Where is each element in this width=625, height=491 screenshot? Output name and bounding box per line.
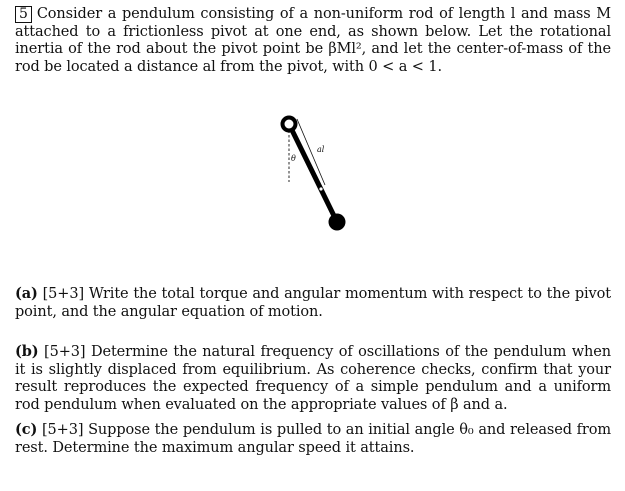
part-b — [15, 343, 611, 414]
end-mass — [329, 214, 346, 231]
center-of-mass-marker — [319, 187, 322, 190]
part-c-points: [5+3] — [41, 422, 84, 438]
part-b-label: (b) — [15, 343, 39, 360]
part-a-text: Write the total torque and angular momentum with respect to the pivot point, and the angular equation of motion. — [15, 286, 611, 320]
distance-label: al — [317, 145, 325, 154]
problem-statement — [15, 6, 611, 76]
part-a — [15, 285, 611, 321]
part-c-label: (c) — [15, 421, 38, 438]
problem-number: 5 — [15, 6, 32, 23]
part-b-text: Determine the natural frequency of oscillations of the pendulum when it is slightly displaced from equilibrium. As coherence checks, confirm that your result reproduces the expected frequency of a simple pendulum and a uniform rod pendulum when evaluated on the appropriate values of β and a. — [15, 344, 612, 413]
part-a-points: [5+3] — [42, 286, 85, 302]
problem-intro-text: Consider a pendulum consisting of a non-uniform rod of length l and mass M attached to a frictionless pivot at one end, as shown below. Let the rotational inertia of the rod about the pivot point be βMl², and let the center-of-mass of the rod be located a distance al from the pivot, with 0 < a < 1. — [15, 6, 611, 75]
angle-label: θ — [291, 154, 296, 163]
part-b-points: [5+3] — [44, 344, 86, 360]
pendulum-rod — [289, 124, 337, 222]
part-a-label: (a) — [15, 285, 38, 302]
pivot — [283, 118, 296, 131]
part-c — [15, 421, 611, 457]
part-c-text: Suppose the pendulum is pulled to an initial angle θ₀ and released from rest. Determine the maximum angular speed it attains. — [15, 422, 611, 456]
pendulum-figure — [270, 112, 360, 237]
